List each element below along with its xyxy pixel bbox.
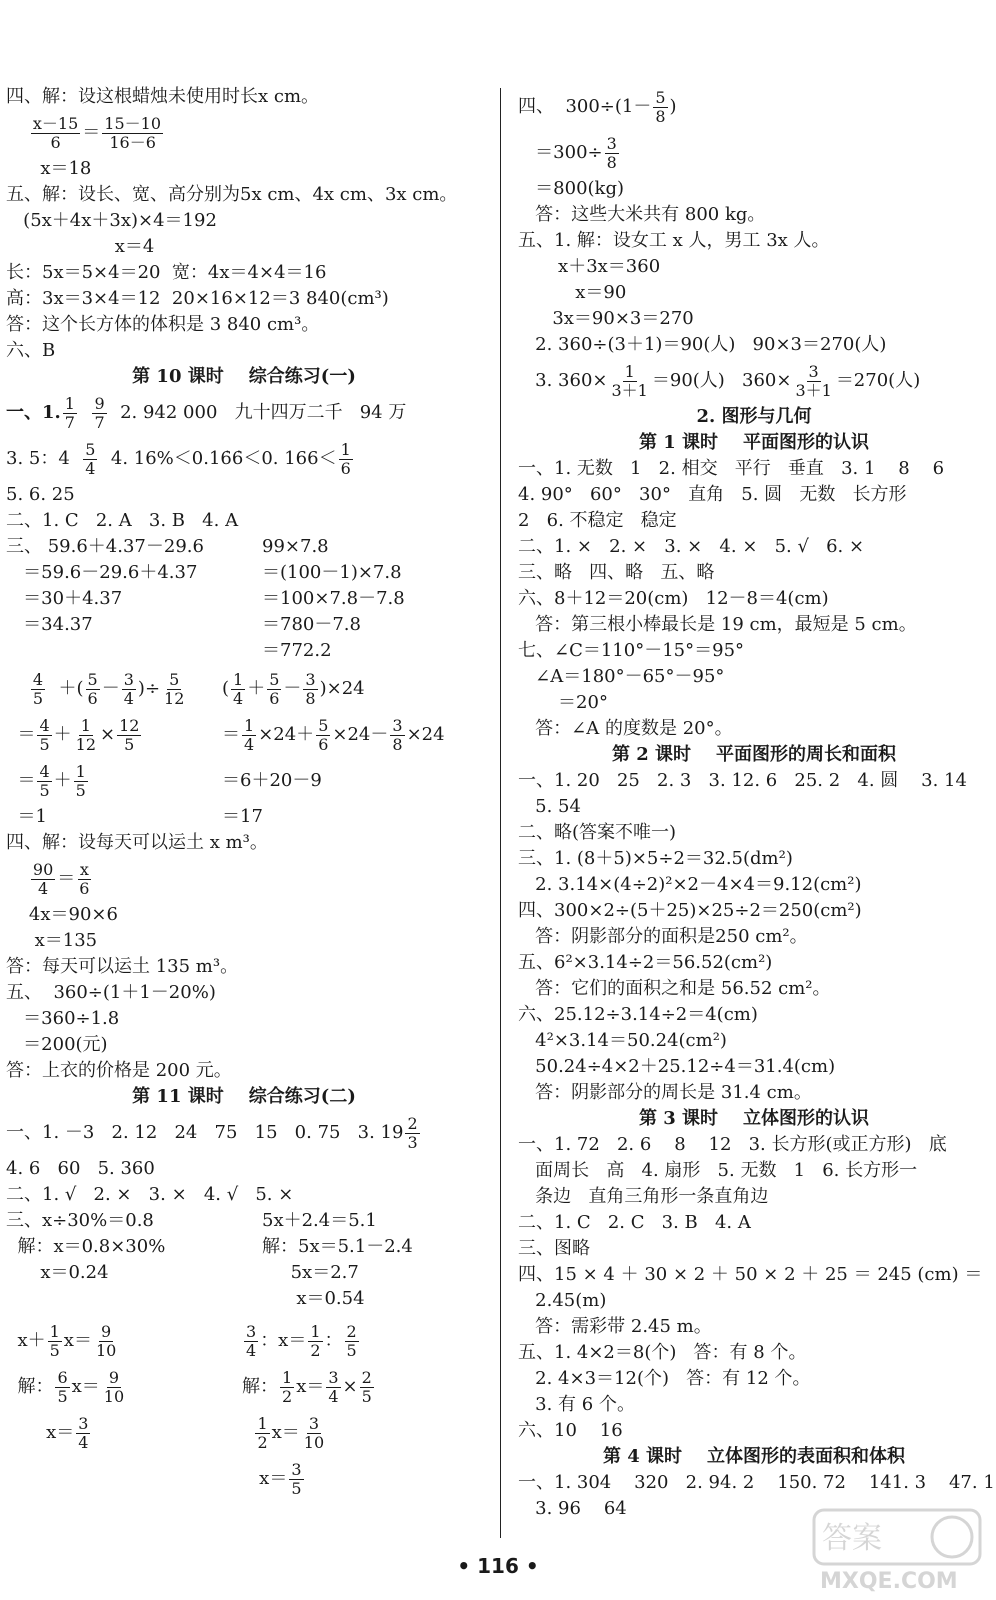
calc-step: ＝100×7.8－7.8	[262, 588, 405, 609]
text-line: 3. 96 64	[518, 1498, 627, 1519]
calc-step: 解：5x＝5.1－2.4	[262, 1236, 413, 1257]
right-column	[518, 84, 995, 1522]
text-line: 六、10 16	[518, 1420, 623, 1441]
text-line: (5x＋4x＋3x)×4＝192	[6, 210, 217, 231]
text-line: ＝800(kg)	[518, 178, 624, 199]
text-line: ＝200(元)	[6, 1034, 108, 1055]
text-line: x＝135	[6, 930, 98, 951]
text-line: 4. 90° 60° 30° 直角 5. 圆 无数 长方形	[518, 484, 907, 505]
text-line: ＝360÷1.8	[6, 1008, 120, 1029]
text-line: 3x＝90×3＝270	[518, 308, 694, 329]
section-heading: 第 4 课时 立体图形的表面积和体积	[602, 1446, 906, 1467]
text-line: 一、1. 20 25 2. 3 3. 12. 6 25. 2 4. 圆 3. 14	[518, 770, 967, 791]
text-line: 三、图略	[518, 1238, 590, 1259]
text-line: 七、∠C＝110°－15°＝95°	[518, 640, 745, 661]
text-line: 答：阴影部分的周长是 31.4 cm。	[518, 1082, 812, 1103]
text-line: 2. 360÷(3＋1)＝90(人) 90×3＝270(人)	[518, 334, 887, 355]
fraction-calc-block	[6, 666, 482, 830]
fraction: $\frac{x-15}{6}$	[32, 113, 79, 152]
text-line: 答：阴影部分的面积是250 cm²。	[518, 926, 808, 947]
text-line: 五、解：设长、宽、高分别为5x cm、4x cm、3x cm。	[6, 184, 458, 205]
text-line: 答：∠A 的度数是 20°。	[518, 718, 733, 739]
text-line: 答：它们的面积之和是 56.52 cm²。	[518, 978, 831, 999]
text-line: 条边 直角三角形一条直角边	[518, 1186, 769, 1207]
calc-step: ＝34.37	[6, 614, 93, 635]
text-line: 答：这些大米共有 800 kg。	[518, 204, 766, 225]
text-line: 答：每天可以运土 135 m³。	[6, 956, 239, 977]
text-line: 三、略 四、略 五、略	[518, 562, 715, 583]
text-line: 六、8＋12＝20(cm) 12－8＝4(cm)	[518, 588, 829, 609]
calc-step: ＝(100－1)×7.8	[262, 562, 402, 583]
calc-step: ＝59.6－29.6＋4.37	[6, 562, 198, 583]
text-line: 四、解：设这根蜡烛未使用时长x cm。	[6, 86, 320, 107]
text-line: 二、1. × 2. × 3. × 4. × 5. √ 6. ×	[518, 536, 865, 557]
calc-step: x＝ $\frac{3}{4}$ $\frac{1}{2}$ x＝ $\frac{3}{10}$	[46, 1413, 325, 1452]
text-line: 5. 6. 25	[6, 484, 75, 505]
calc-block	[6, 534, 482, 664]
calc-step: ＝1 ＝17	[17, 806, 263, 827]
text-line: 五、6²×3.14÷2＝56.52(cm²)	[518, 952, 773, 973]
calc-step: 三、x÷30%＝0.8	[6, 1210, 154, 1231]
text-line: 答：需彩带 2.45 m。	[518, 1316, 712, 1337]
text-line: 五、1. 解：设女工 x 人，男工 3x 人。	[518, 230, 830, 251]
equation-line: 3. 360× $\frac{1}{3+1}$ ＝90(人) 360× $\frac{3}{3+1}$ ＝270(人)	[518, 361, 921, 400]
calc-step: x＝ $\frac{3}{5}$	[259, 1459, 302, 1498]
text-line: 四、15 × 4 ＋ 30 × 2 ＋ 50 × 2 ＋ 25 ＝ 245 (cm) ＝	[518, 1264, 983, 1285]
text-line: 答：上衣的价格是 200 元。	[6, 1060, 232, 1081]
calc-step: 99×7.8	[262, 536, 329, 557]
text-line: x＝4	[6, 236, 155, 257]
svg-text:答案: 答案	[822, 1521, 882, 1556]
page-number: • 116 •	[457, 1554, 539, 1578]
text-line: 五、 360÷(1＋1－20%)	[6, 982, 216, 1003]
text-line: 五、1. 4×2＝8(个) 答：有 8 个。	[518, 1342, 807, 1363]
left-column	[6, 84, 482, 1502]
answer-line: 3. 5：4 $\frac{5}{4}$ 4. 16%＜0.16̇6̇＜0. 166＜ $\frac{1}{6}$	[6, 439, 351, 478]
fraction-equation-block	[6, 1318, 482, 1502]
text-line: 4²×3.14＝50.24(cm²)	[518, 1030, 727, 1051]
text-line: 面周长 高 4. 扇形 5. 无数 1 6. 长方形一	[518, 1160, 918, 1181]
calc-step: x＝0.24	[6, 1262, 109, 1283]
text-line: 4. 6 60 5. 360	[6, 1158, 155, 1179]
text-line: 答：第三根小棒最长是 19 cm，最短是 5 cm。	[518, 614, 917, 635]
equation-line: 四、 300÷(1－ $\frac{5}{8}$ )	[518, 87, 677, 126]
text-line: x＋3x＝360	[518, 256, 661, 277]
text-line: 一、1. 304 320 2. 94. 2 150. 72 141. 3 47. 1	[518, 1472, 995, 1493]
fraction: $\frac{9}{7}$	[94, 393, 105, 432]
calc-step: $\frac{4}{5}$ ＋( $\frac{5}{6}$ － $\frac{3}{4}$ )÷ $\frac{5}{12}$ ( $\frac{1}{4}$ ＋ $\frac{5}{6}$ － $\frac{3}{8}$ )×24	[32, 669, 365, 708]
fraction: $\frac{1}{6}$	[340, 439, 351, 478]
calc-step: x＋ $\frac{1}{5}$ x＝ $\frac{9}{10}$ $\frac{3}{4}$ ：x＝ $\frac{1}{2}$ ： $\frac{2}{5}$	[17, 1321, 357, 1360]
text-line: 5. 54	[518, 796, 581, 817]
text-line: 二、1. C 2. C 3. B 4. A	[518, 1212, 751, 1233]
text-line: 四、解：设每天可以运土 x m³。	[6, 832, 268, 853]
fraction: $\frac{1}{7}$	[64, 393, 75, 432]
calc-step: ＝30＋4.37	[6, 588, 123, 609]
text-line: 六、25.12÷3.14÷2＝4(cm)	[518, 1004, 758, 1025]
calc-step: 三、 59.6＋4.37－29.6	[6, 536, 204, 557]
fraction: $\frac{5}{4}$	[85, 439, 96, 478]
equation-line: $\frac{90}{4}$ ＝ $\frac{x}{6}$	[32, 859, 90, 898]
calc-step: 解： $\frac{6}{5}$ x＝ $\frac{9}{10}$ 解： $\frac{1}{2}$ x＝ $\frac{3}{4}$ × $\frac{2}{5}$	[17, 1367, 372, 1406]
watermark-logo	[812, 1508, 982, 1592]
text-line: 4x＝90×6	[6, 904, 118, 925]
text-line: 二、1. C 2. A 3. B 4. A	[6, 510, 239, 531]
equation-line: $\frac{x-15}{6}$ ＝ $\frac{15-10}{16-6}$	[32, 113, 162, 152]
answer-line: 一、1. －3 2. 12 24 75 15 0. 75 3. 19 $\frac{2}{3}$	[6, 1113, 418, 1152]
text-line: 三、1. (8＋5)×5÷2＝32.5(dm²)	[518, 848, 793, 869]
section-heading: 第 1 课时 平面图形的认识	[638, 432, 870, 453]
text-line: ＝20°	[518, 692, 608, 713]
calc-step: ＝780－7.8	[262, 614, 361, 635]
fraction: $\frac{15-10}{16-6}$	[104, 113, 162, 152]
text-line: 一、1. 无数 1 2. 相交 平行 垂直 3. 1 8 6	[518, 458, 945, 479]
equation-block	[6, 1208, 482, 1312]
text-line: 答：这个长方体的体积是 3 840 cm³。	[6, 314, 320, 335]
text-line: 二、略(答案不唯一)	[518, 822, 677, 843]
calc-step: 5x＋2.4＝5.1	[262, 1210, 377, 1231]
section-heading: 第 10 课时 综合练习(一)	[132, 366, 356, 387]
calc-step: x＝0.54	[262, 1288, 365, 1309]
calc-step: 5x＝2.7	[262, 1262, 359, 1283]
text-line: 3. 有 6 个。	[518, 1394, 635, 1415]
text-line: 六、B	[6, 340, 56, 361]
text-line: 二、1. √ 2. × 3. × 4. √ 5. ×	[6, 1184, 294, 1205]
svg-text:MXQE.COM: MXQE.COM	[820, 1569, 958, 1592]
text-line: 一、1. 72 2. 6 8 12 3. 长方形(或正方形) 底	[518, 1134, 947, 1155]
text-line: x＝90	[518, 282, 627, 303]
text-line: 2.45(m)	[518, 1290, 607, 1311]
section-heading: 第 11 课时 综合练习(二)	[132, 1086, 356, 1107]
text-line: ∠A＝180°－65°－95°	[518, 666, 725, 687]
text-line: x＝18	[6, 158, 92, 179]
section-heading: 第 2 课时 平面图形的周长和面积	[611, 744, 897, 765]
answer-line: 一、1. $\frac{1}{7}$ $\frac{9}{7}$ 2. 942 000 九十四万二千 94 万	[6, 393, 407, 432]
text-line: 2. 4×3＝12(个) 答：有 12 个。	[518, 1368, 811, 1389]
text-line: 2 6. 不稳定 稳定	[518, 510, 677, 531]
calc-step: ＝ $\frac{4}{5}$ ＋ $\frac{1}{5}$ ＝6＋20－9	[17, 761, 322, 800]
text-line: 长：5x＝5×4＝20 宽：4x＝4×4＝16	[6, 262, 327, 283]
section-heading: 第 3 课时 立体图形的认识	[638, 1108, 870, 1129]
text-line: 四、300×2÷(5＋25)×25÷2＝250(cm²)	[518, 900, 862, 921]
text-line: 2. 3.14×(4÷2)²×2－4×4＝9.12(cm²)	[518, 874, 862, 895]
equation-line: ＝300÷ $\frac{3}{8}$	[518, 133, 617, 172]
column-divider	[500, 88, 501, 1538]
section-heading: 2. 图形与几何	[696, 406, 812, 427]
calc-step: ＝772.2	[262, 640, 332, 661]
text-line: 高：3x＝3×4＝12 20×16×12＝3 840(cm³)	[6, 288, 389, 309]
calc-step: ＝ $\frac{4}{5}$ ＋ $\frac{1}{12}$ × $\frac{12}{5}$ ＝ $\frac{1}{4}$ ×24＋ $\frac{5}{6}$ ×24－ $\frac{3}{8}$ ×24	[17, 715, 445, 754]
text-line: 50.24÷4×2＋25.12÷4＝31.4(cm)	[518, 1056, 836, 1077]
calc-step: 解：x＝0.8×30%	[6, 1236, 166, 1257]
